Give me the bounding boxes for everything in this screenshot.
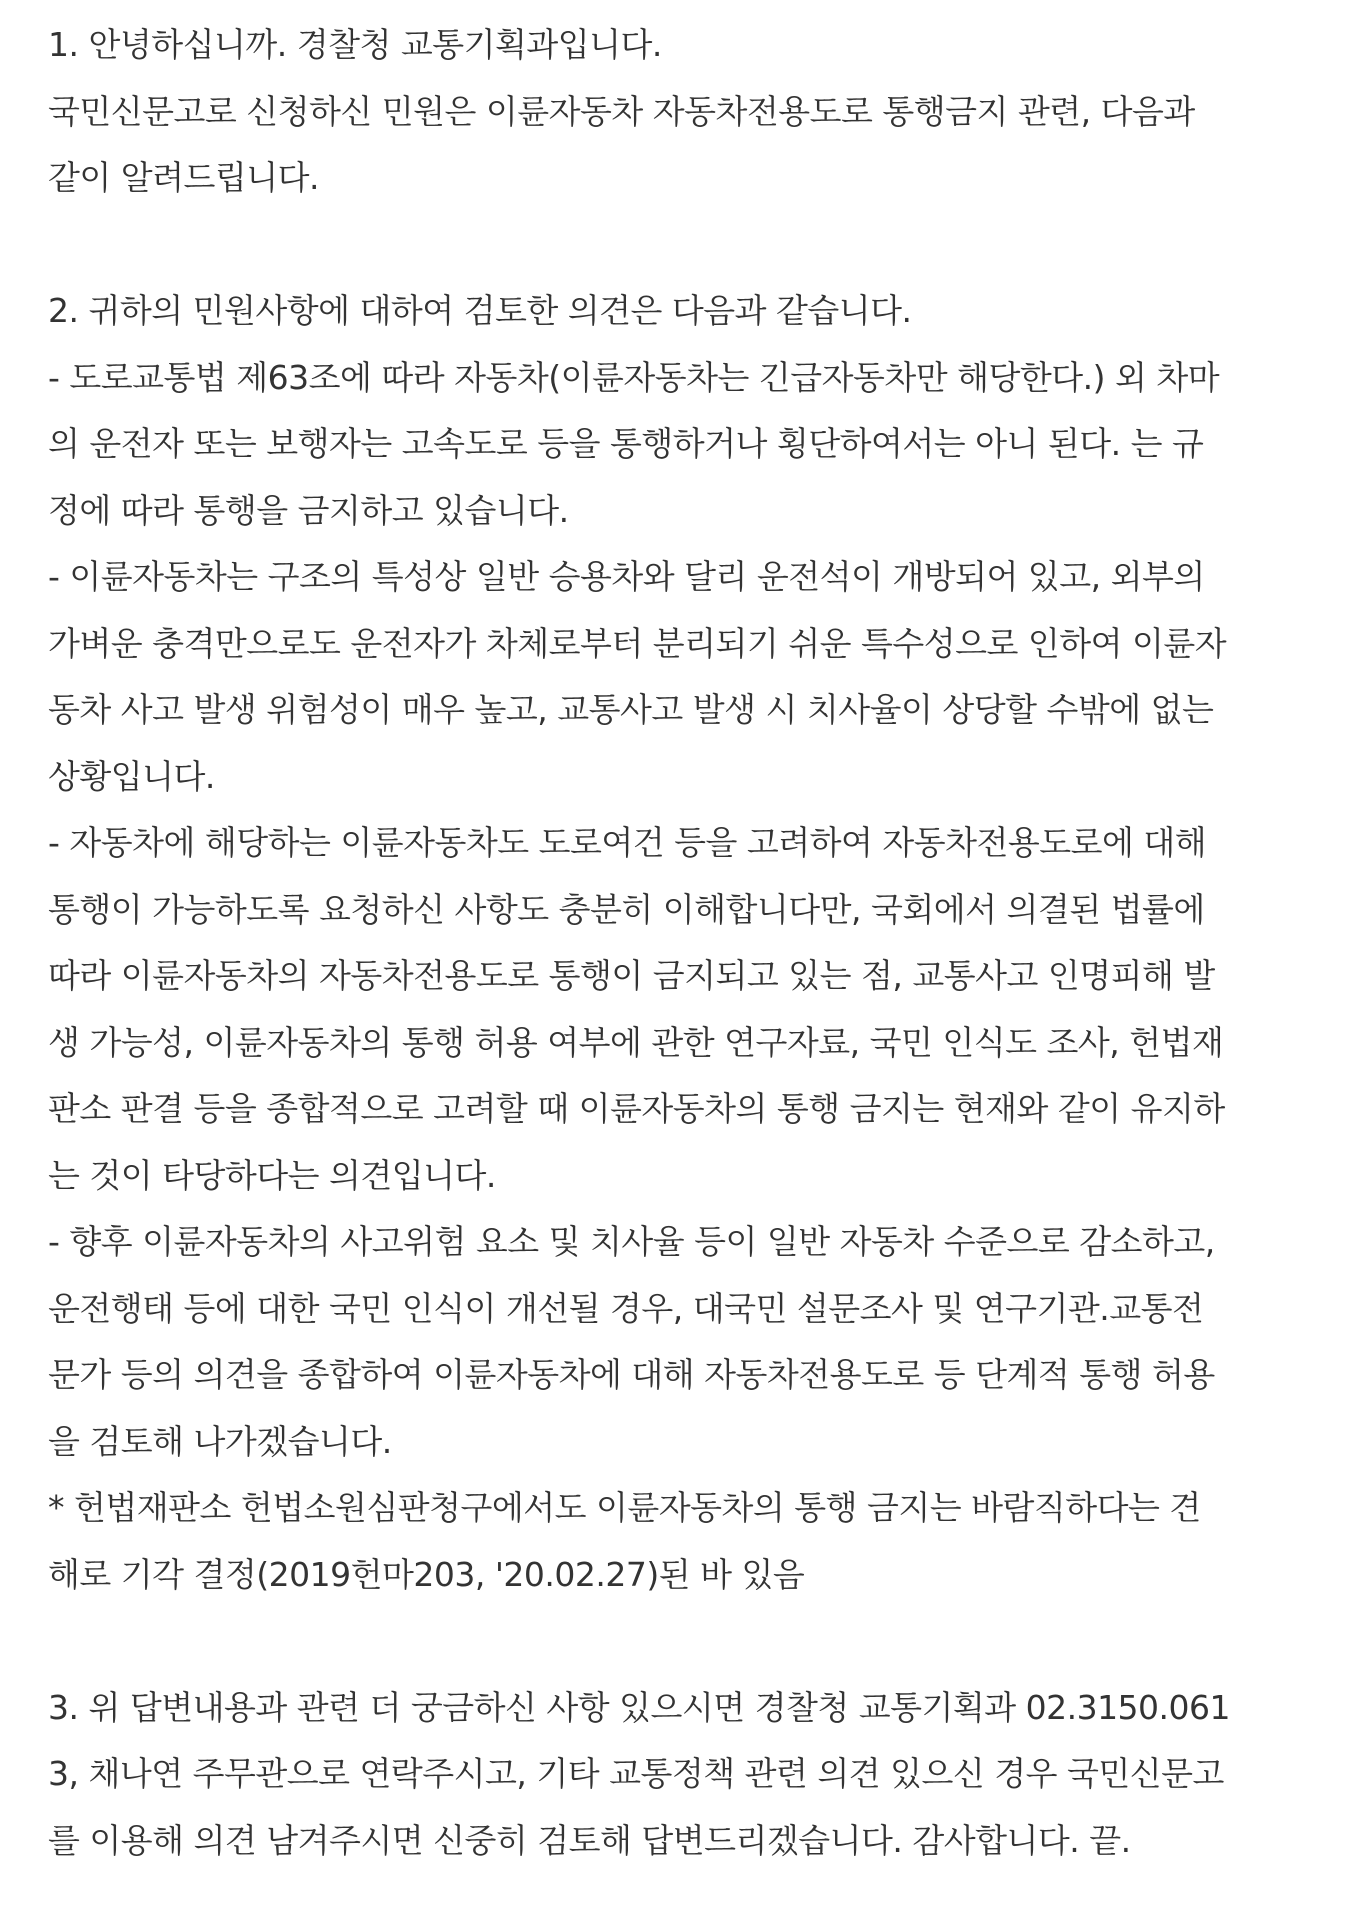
text-line: 판소 판결 등을 종합적으로 고려할 때 이륜자동차의 통행 금지는 현재와 같이 유지하: [48, 1089, 1225, 1128]
text-line: 정에 따라 통행을 금지하고 있습니다.: [48, 490, 569, 530]
text-line: - 이륜자동차는 구조의 특성상 일반 승용차와 달리 운전석이 개방되어 있고, 외부의: [48, 557, 1205, 596]
text-line: 1. 안녕하십니까. 경찰청 교통기획과입니다.: [48, 25, 662, 64]
text-line: * 헌법재판소 헌법소원심판청구에서도 이륜자동차의 통행 금지는 바람직하다는 견: [48, 1488, 1201, 1527]
text-line: 국민신문고로 신청하신 민원은 이륜자동차 자동차전용도로 통행금지 관련, 다음과: [48, 91, 1195, 131]
text-line: 따라 이륜자동차의 자동차전용도로 통행이 금지되고 있는 점, 교통사고 인명피해 발: [48, 956, 1215, 995]
text-line: - 향후 이륜자동차의 사고위험 요소 및 치사율 등이 일반 자동차 수준으로 감소하고,: [48, 1222, 1215, 1261]
text-line: 상황입니다.: [48, 756, 215, 796]
text-line: 통행이 가능하도록 요청하신 사항도 충분히 이해합니다만, 국회에서 의결된 법률에: [48, 889, 1205, 929]
text-line: - 도로교통법 제63조에 따라 자동차(이륜자동차는 긴급자동차만 해당한다.) 외 차마: [48, 357, 1220, 397]
text-line: 의 운전자 또는 보행자는 고속도로 등을 통행하거나 횡단하여서는 아니 된다. 는 규: [48, 424, 1204, 463]
text-line: 같이 알려드립니다.: [48, 158, 320, 197]
text-line: 운전행태 등에 대한 국민 인식이 개선될 경우, 대국민 설문조사 및 연구기관.교통전: [48, 1288, 1204, 1328]
text-line: 는 것이 타당하다는 의견입니다.: [48, 1155, 496, 1195]
blank-line: [48, 1608, 1312, 1675]
text-line: 해로 기각 결정(2019헌마203, '20.02.27)된 바 있음: [48, 1554, 805, 1594]
blank-line: [48, 212, 1312, 279]
text-line: 가벼운 충격만으로도 운전자가 차체로부터 분리되기 쉬운 특수성으로 인하여 이륜자: [48, 623, 1227, 663]
text-line: 3. 위 답변내용과 관련 더 궁금하신 사항 있으시면 경찰청 교통기획과 02.3150.061: [48, 1687, 1231, 1727]
text-line: 문가 등의 의견을 종합하여 이륜자동차에 대해 자동차전용도로 등 단계적 통행 허용: [48, 1355, 1215, 1394]
text-line: 생 가능성, 이륜자동차의 통행 허용 여부에 관한 연구자료, 국민 인식도 조사, 헌법재: [48, 1022, 1224, 1062]
text-line: - 자동차에 해당하는 이륜자동차도 도로여건 등을 고려하여 자동차전용도로에 대해: [48, 823, 1207, 862]
text-line: 3, 채나연 주무관으로 연락주시고, 기타 교통정책 관련 의견 있으신 경우 국민신문고: [48, 1754, 1224, 1793]
text-line: 를 이용해 의견 남겨주시면 신중히 검토해 답변드리겠습니다. 감사합니다. 끝.: [48, 1820, 1131, 1860]
text-line: 을 검토해 나가겠습니다.: [48, 1421, 392, 1461]
text-line: 2. 귀하의 민원사항에 대하여 검토한 의견은 다음과 같습니다.: [48, 291, 912, 330]
text-line: 동차 사고 발생 위험성이 매우 높고, 교통사고 발생 시 치사율이 상당할 수밖에 없는: [48, 690, 1214, 729]
